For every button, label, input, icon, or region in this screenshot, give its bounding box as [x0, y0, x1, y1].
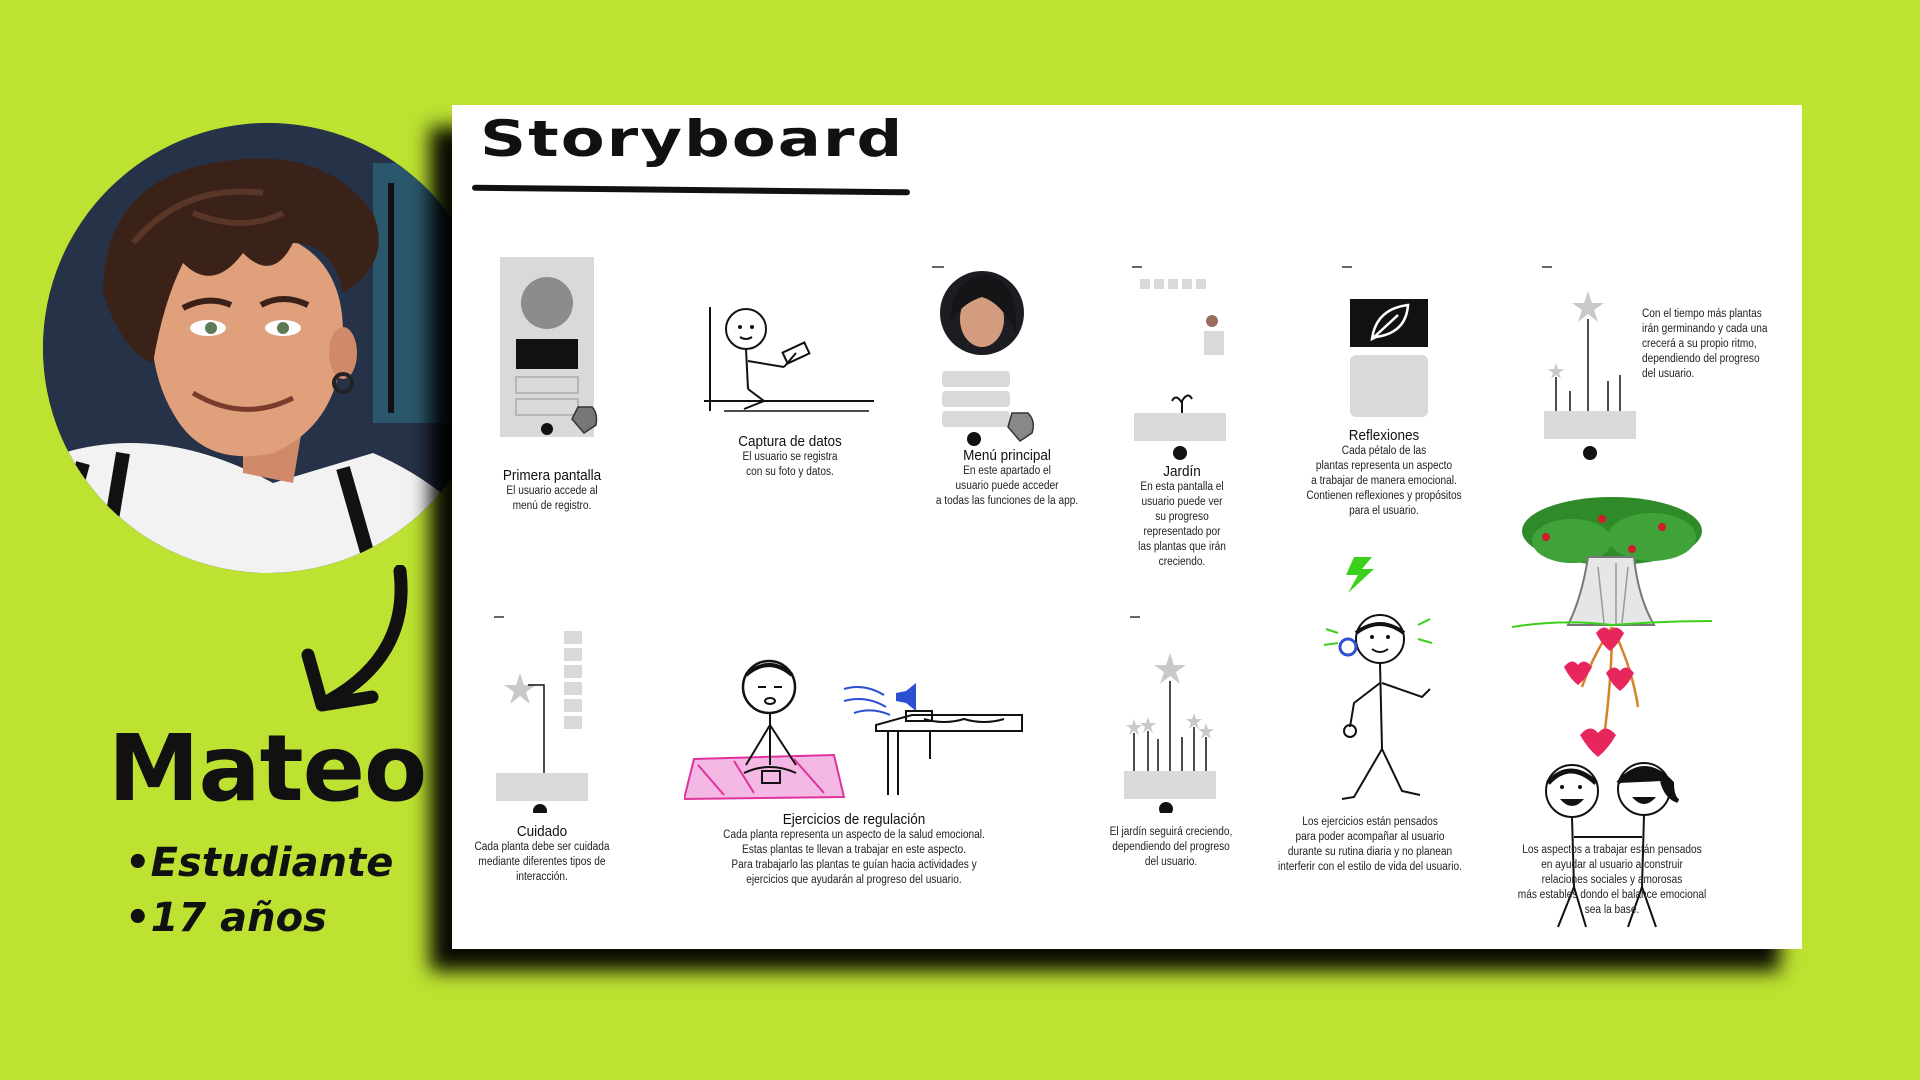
panel-desc-line: a trabajar de manera emocional. — [1311, 475, 1457, 487]
panel-desc-line: sea la base. — [1584, 904, 1640, 916]
panel-main-menu-drawing — [932, 263, 1052, 448]
panel-first-screen-caption — [477, 467, 627, 514]
panel-desc-line: su progreso — [1155, 511, 1209, 523]
panel-desc-line: en ayudar al usuario a construir — [1541, 859, 1683, 871]
panel-desc-line: Cada pétalo de las — [1341, 445, 1427, 457]
panel-care-caption — [462, 823, 622, 885]
panel-desc-line: El usuario se registra — [742, 451, 838, 463]
panel-exercises-drawing — [684, 655, 1024, 805]
panel-title: Jardín — [1163, 463, 1201, 480]
panel-desc-line: Cada planta debe ser cuidada — [474, 841, 610, 853]
persona-occupation: •Estudiante — [125, 840, 394, 886]
panel-desc-line: para poder acompañar al usuario — [1295, 831, 1445, 843]
curved-arrow-icon — [300, 565, 420, 725]
panel-desc-line: En este apartado el — [963, 465, 1051, 477]
panel-garden-caption — [1112, 463, 1252, 570]
panel-desc-line: del usuario. — [1144, 856, 1198, 868]
panel-desc-line: En esta pantalla el — [1140, 481, 1224, 493]
panel-desc-line: más estables dondo el balance emocional — [1517, 889, 1707, 901]
panel-desc-line: crecerá a su propio ritmo, — [1642, 338, 1757, 350]
panel-desc-line: las plantas que irán — [1138, 541, 1226, 553]
panel-title: Captura de datos — [738, 433, 842, 450]
panel-desc-line: irán germinando y cada una — [1642, 323, 1768, 335]
panel-desc-line: para el usuario. — [1349, 505, 1419, 517]
panel-desc-line: Los ejercicios están pensados — [1302, 816, 1438, 828]
panel-desc-line: a todas las funciones de la app. — [935, 495, 1079, 507]
panel-desc-line: Con el tiempo más plantas — [1642, 308, 1762, 320]
panel-desc-line: Contienen reflexiones y propósitos — [1306, 490, 1462, 502]
panel-desc-line: creciendo. — [1158, 556, 1206, 568]
panel-daily-routine-drawing — [1284, 553, 1464, 813]
panel-data-capture-drawing — [704, 301, 874, 421]
panel-desc-line: Para trabajarlo las plantas te guían hacia actividades y — [731, 859, 977, 871]
panel-reflections-drawing — [1342, 263, 1442, 423]
persona-name: Mateo — [108, 715, 427, 822]
panel-title: Cuidado — [516, 823, 568, 840]
panel-desc-line: usuario puede acceder — [955, 480, 1059, 492]
panel-title: Menú principal — [963, 447, 1051, 464]
panel-relationships-caption — [1492, 843, 1732, 918]
panel-title: Reflexiones — [1348, 427, 1420, 444]
panel-title: Primera pantalla — [502, 467, 602, 484]
storyboard-board — [452, 105, 1802, 949]
panel-desc-line: menú de registro. — [512, 500, 592, 512]
panel-desc-line: El usuario accede al — [506, 485, 598, 497]
persona-avatar — [43, 123, 493, 573]
panel-reflections-caption — [1284, 427, 1484, 519]
panel-desc-line: durante su rutina diaria y no planean — [1287, 846, 1453, 858]
panel-plants-growing-caption — [1642, 307, 1792, 382]
panel-desc-line: interacción. — [516, 871, 568, 883]
panel-desc-line: plantas representa un aspecto — [1315, 460, 1453, 472]
panel-desc-line: usuario puede ver — [1141, 496, 1223, 508]
panel-desc-line: con su foto y datos. — [746, 466, 834, 478]
panel-desc-line: mediante diferentes tipos de — [478, 856, 606, 868]
panel-desc-line: dependiendo del progreso — [1642, 353, 1760, 365]
panel-desc-line: dependiendo del progreso — [1112, 841, 1230, 853]
panel-desc-line: ejercicios que ayudarán al progreso del usuario. — [746, 874, 962, 886]
panel-garden-drawing — [1132, 263, 1232, 463]
panel-main-menu-caption — [912, 447, 1102, 509]
panel-desc-line: El jardín seguirá creciendo, — [1109, 826, 1233, 838]
panel-title: Ejercicios de regulación — [782, 811, 926, 828]
persona-age: •17 años — [125, 895, 327, 941]
panel-exercises-caption — [684, 811, 1024, 888]
title-underline — [472, 185, 910, 196]
panel-desc-line: Cada planta representa un aspecto de la salud emocional. — [723, 829, 985, 841]
storyboard-title: Storyboard — [480, 111, 905, 169]
panel-plants-growing-drawing — [1542, 263, 1642, 463]
panel-desc-line: representado por — [1143, 526, 1221, 538]
panel-desc-line: interferir con el estilo de vida del usuario. — [1278, 861, 1462, 873]
panel-care-drawing — [492, 613, 592, 813]
panel-daily-routine-caption — [1250, 815, 1490, 875]
panel-data-capture-caption — [710, 433, 870, 480]
panel-garden-growing-drawing — [1120, 613, 1220, 813]
panel-garden-growing-caption — [1086, 825, 1256, 870]
panel-desc-line: Estas plantas te llevan a trabajar en este aspecto. — [742, 844, 966, 856]
panel-first-screen-drawing — [500, 257, 600, 447]
panel-desc-line: Los aspectos a trabajar están pensados — [1522, 844, 1702, 856]
panel-desc-line: relaciones sociales y amorosas — [1541, 874, 1683, 886]
panel-desc-line: del usuario. — [1642, 368, 1695, 380]
